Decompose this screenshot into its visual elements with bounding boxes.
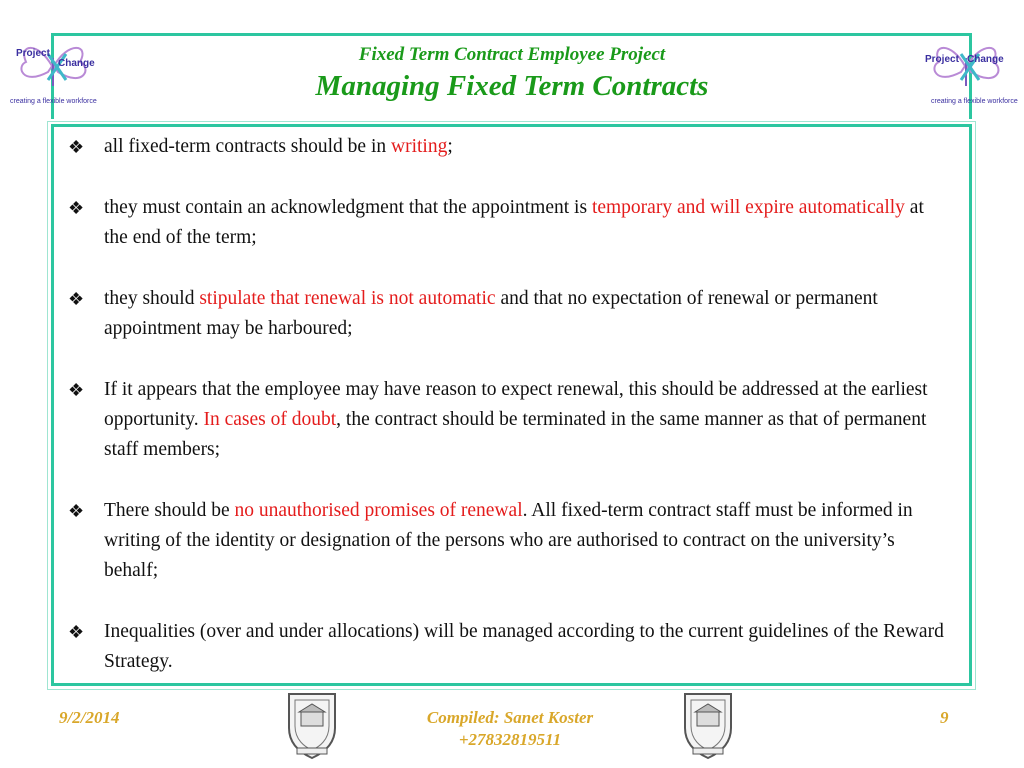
diamond-bullet-icon: ❖ [68,622,85,642]
diamond-bullet-icon: ❖ [68,289,85,309]
logo-word-project: Project [16,48,50,59]
bullet-text: at the end of the term; [104,197,924,248]
diamond-bullet-icon: ❖ [68,198,85,218]
bullet-text: If it appears that the employee may have reason to expect renewal, this should be addressed at the earliest opportunity. [104,379,928,430]
logo-word-change: Change [967,54,1004,65]
bullet-item [68,284,948,344]
bullet-text: Inequalities (over and under allocations) will be managed according to the current guidelines of the Reward Strategy. [104,621,944,672]
bullet-text: they must contain an acknowledgment that the appointment is [104,197,592,218]
bullet-item [68,375,948,465]
highlighted-text: no unauthorised promises of renewal [234,500,523,521]
highlighted-text: writing [391,136,448,157]
bullet-text: . All fixed-term contract staff must be informed in writing of the identity or designation of the persons who are authorised to contract on the university’s behalf; [104,500,913,581]
footer-credit-phone: +27832819511 [458,730,562,749]
diamond-bullet-icon: ❖ [68,137,85,157]
university-crest-icon [677,690,739,760]
bullet-text: they should [104,288,200,309]
highlighted-text: temporary and will expire automatically [591,197,905,218]
slide-subtitle: Fixed Term Contract Employee Project [358,44,666,65]
bullet-item [68,617,948,677]
footer-credit [360,707,660,751]
bullet-text: all fixed-term contracts should be in [104,136,391,157]
bullet-item [68,496,948,586]
highlighted-text: In cases of doubt [203,409,337,430]
logo-tagline: creating a flexible workforce [10,98,97,105]
slide-title: Managing Fixed Term Contracts [315,70,709,102]
university-crest-icon [281,690,343,760]
bullet-text: , the contract should be terminated in the same manner as that of permanent staff members; [104,409,927,460]
page-number: 9 [940,708,949,727]
bullet-list [68,132,948,708]
logo-word-project: Project [925,54,959,65]
footer-credit-name: Compiled: Sanet Koster [426,708,594,727]
highlighted-text: stipulate that renewal is not automatic [199,288,496,309]
bullet-text: ; [447,136,453,157]
diamond-bullet-icon: ❖ [68,380,85,400]
bullet-item [68,132,948,162]
bullet-item [68,193,948,253]
bullet-text: There should be [104,500,235,521]
logo-tagline: creating a flexible workforce [931,98,1018,105]
diamond-bullet-icon: ❖ [68,501,85,521]
bullet-text: and that no expectation of renewal or permanent appointment may be harboured; [104,288,878,339]
footer-date: 9/2/2014 [59,708,120,727]
logo-word-change: Change [58,58,95,69]
